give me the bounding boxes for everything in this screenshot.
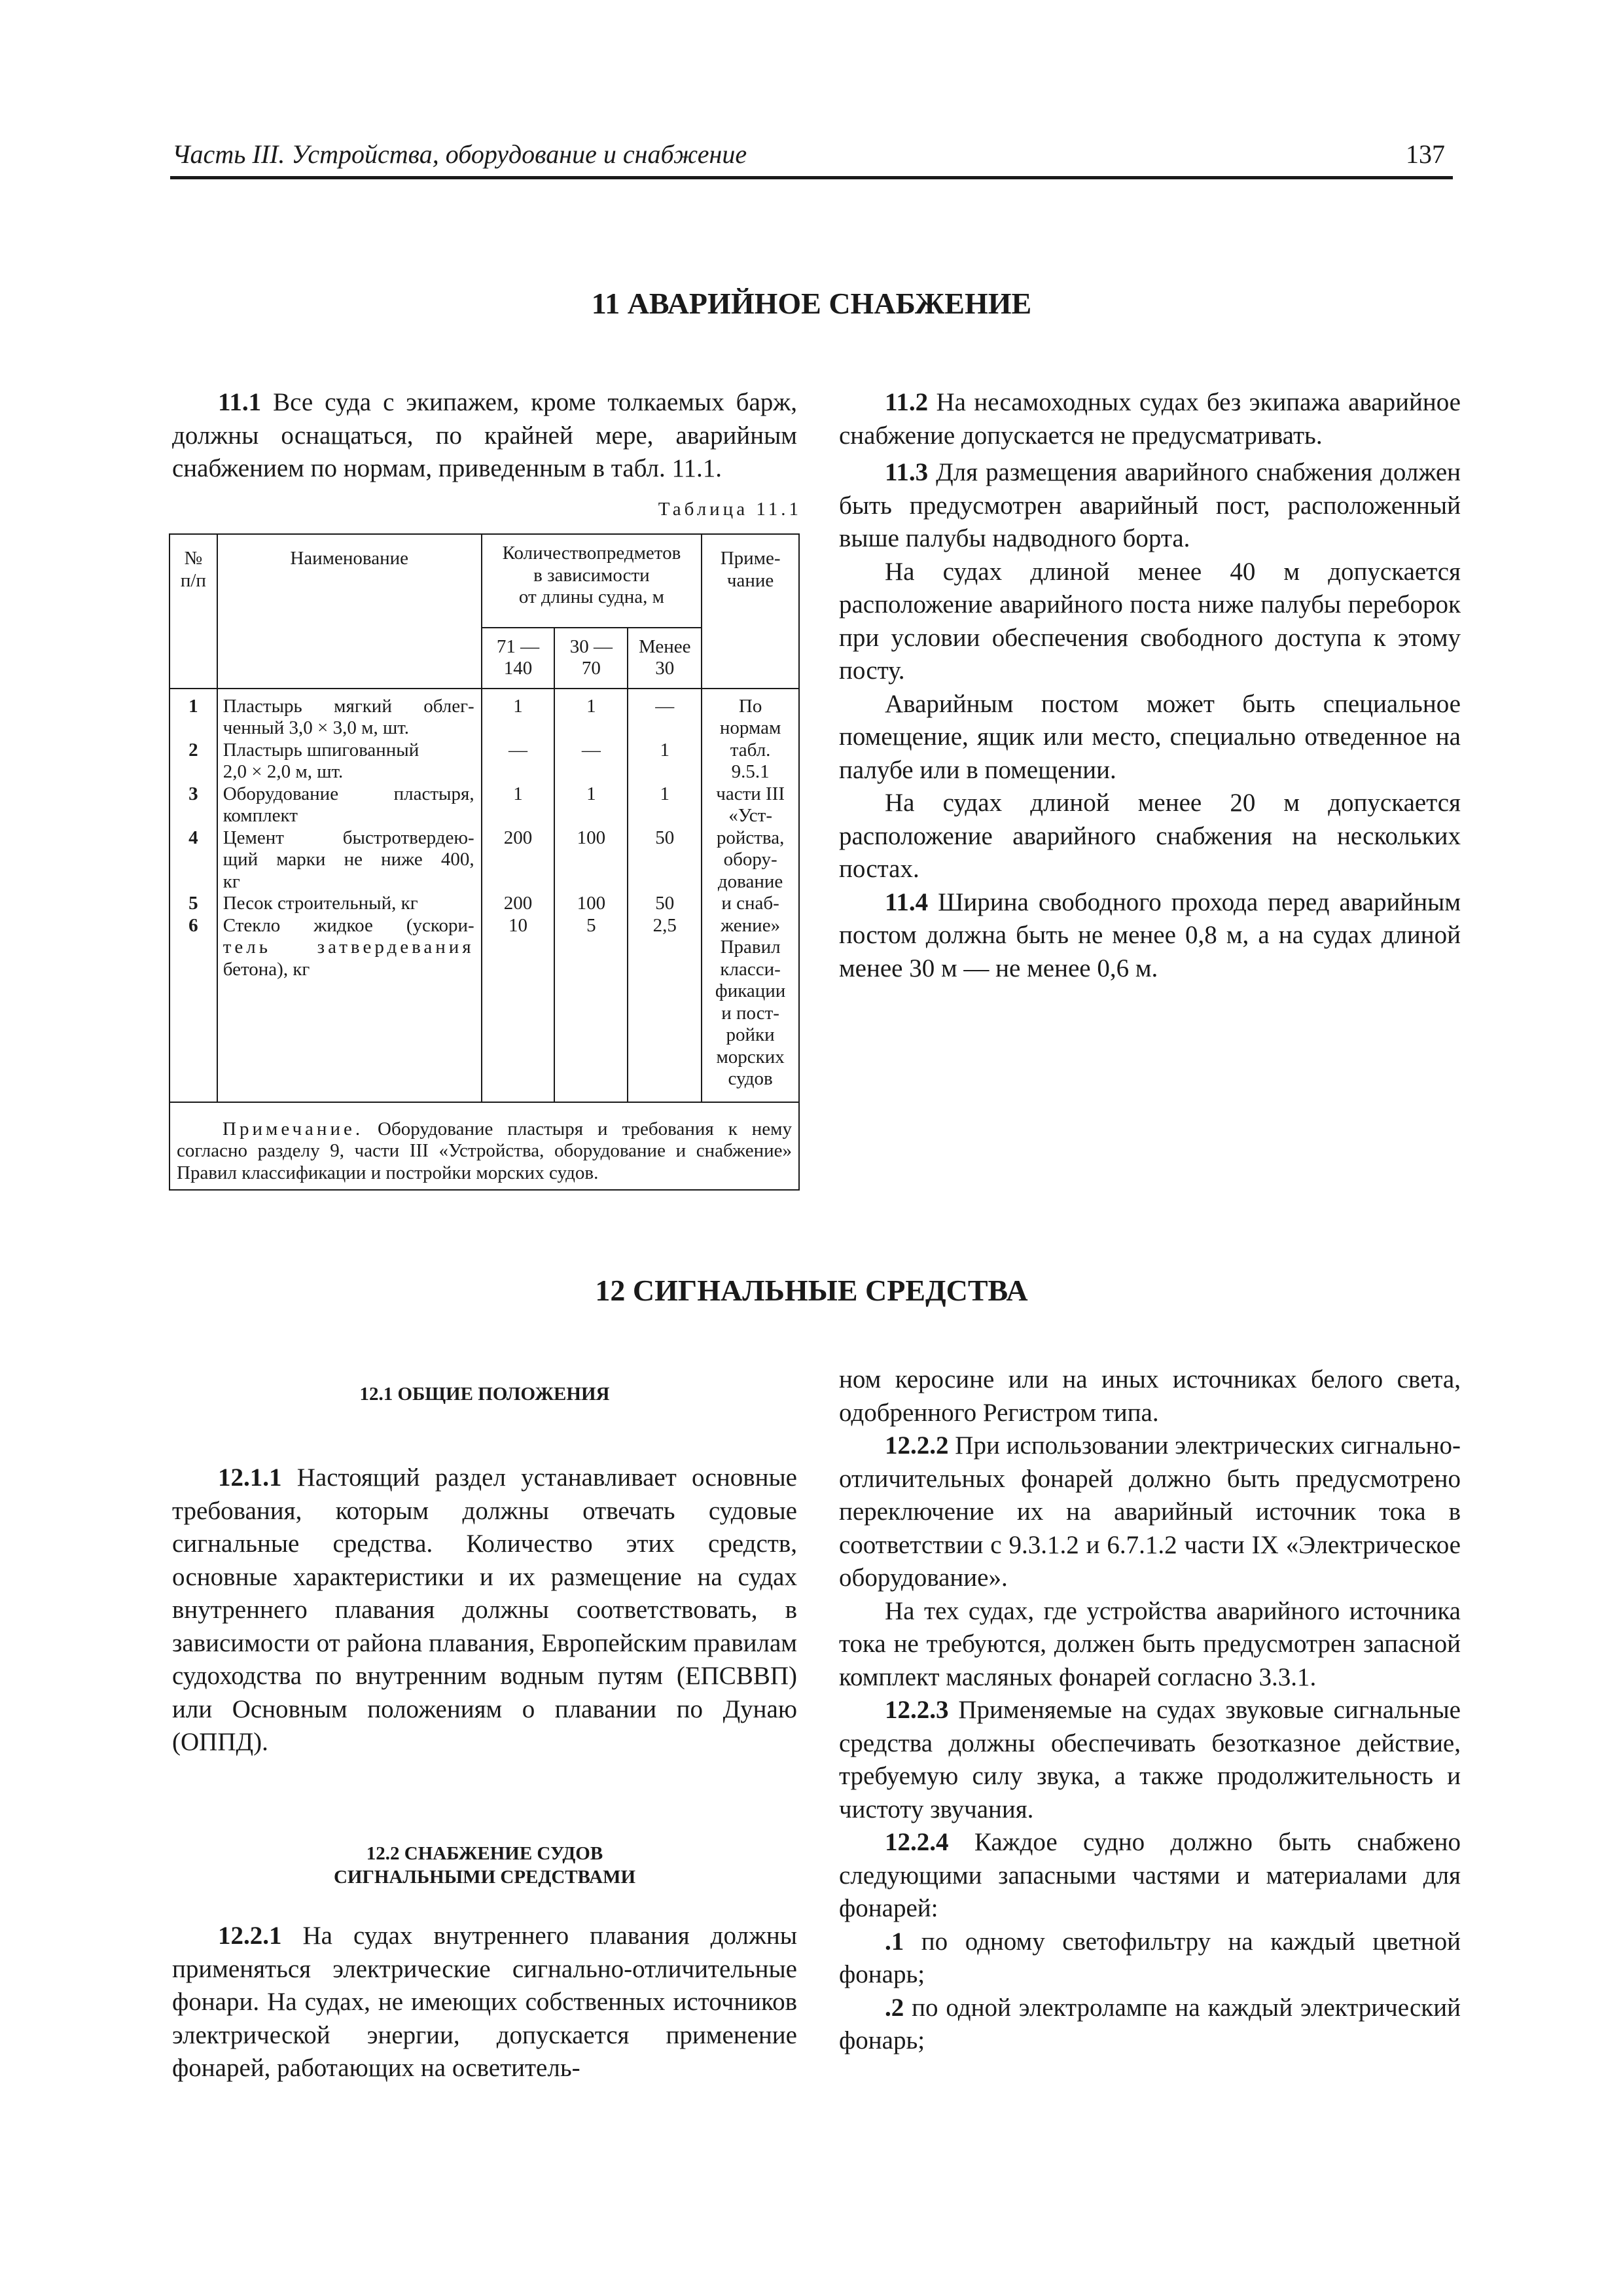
section-12-right-column [839,1363,1461,2058]
paragraph-text: Настоящий раздел устанавливает основные требования, которым должны отвечать судовые сигнальные средства. Количество этих средств, основные характеристики и их размещение на судах внутреннего плавания должны соответствовать, в зависимости от района плавания, Европейским правилам судоходства по внутренним водным путям (ЕПСВВП) или Основным положениям о плавании по Дунаю (ОППД). [172,1463,797,1756]
paragraph-11-3-b: На судах длиной менее 40 м допускается расположение аварийного поста ниже палубы переборок при условии обеспечения свободного доступа к этому посту. [839,557,1461,685]
paragraph-11-3-d: На судах длиной менее 20 м допускается расположение аварийного снабжения на нескольких постах. [839,789,1461,883]
column-less-30: — 1 1 50 50 2,5 [628,689,702,1102]
header-cell-note: Приме- чание [702,534,799,689]
list-item-1 [839,1926,1461,1992]
running-header-title: Часть III. Устройства, оборудование и снабжение [172,139,747,169]
item-text: по одной электролампе на каждый электрический фонарь; [839,1993,1461,2054]
section-12-title: 12 СИГНАЛЬНЫЕ СРЕДСТВА [595,1274,1028,1307]
subsection-12-1-title: 12.1 ОБЩИЕ ПОЛОЖЕНИЯ [359,1384,610,1405]
header-cell-num: № п/п [169,534,217,689]
table-footnote [169,1102,799,1191]
paragraph-text: Применяемые на судах звуковые сигнальные средства должны обеспечивать безотказное действие, требуемую силу звука, а также продолжительность и чистоту звучания. [839,1696,1461,1823]
section-12-left-column-2 [172,1920,797,2085]
list-item-2 [839,1992,1461,2058]
paragraph-11-4 [839,886,1461,986]
page-number: 137 [1406,139,1445,169]
clause-number: 12.2.1 [218,1922,282,1950]
section-12-left-column [172,1462,797,1759]
paragraph-12-2-4 [839,1826,1461,1926]
paragraph-text: На несамоходных судах без экипажа аварийное снабжение допускается не предусматривать. [839,388,1461,450]
header-cell-quantity: Количествопредметов в зависимости от длины судна, м [482,534,702,628]
clause-number: 11.2 [885,388,929,416]
header-cell-30-70: 30 — 70 [554,628,628,689]
clause-number: 12.2.4 [885,1828,949,1856]
paragraph-text: Каждое судно должно быть снабжено следующими запасными частями и материалами для фонарей: [839,1828,1461,1922]
paragraph-text: На судах внутреннего плавания должны применяться электрические сигнально-отличительные фонари. На судах, не имеющих собственных источников электрической энергии, допускается применение фонарей, работающих на осветитель- [172,1922,797,2082]
footnote-label: Примечание. [223,1118,364,1139]
header-cell-name: Наименование [217,534,482,689]
paragraph-12-2-2 [839,1429,1461,1595]
paragraph-12-2-1-continued: ном керосине или на иных источниках белого света, одобренного Регистром типа. [839,1365,1461,1427]
column-71-140: 1 — 1 200 200 10 [482,689,555,1102]
item-number: .1 [885,1927,904,1956]
row-5-name: Песок строительный, кг [223,893,418,914]
paragraph-text: Все суда с экипажем, кроме толкаемых барж, должны оснащаться, по крайней мере, аварийным снабжением по нормам, приведенным в табл. 11.1. [172,388,797,482]
paragraph-11-2 [839,386,1461,452]
row-4-name: Цемент быстротвердею- [223,827,474,848]
footnote-text: Оборудование пластыря и требования к нему согласно разделу 9, части III «Устройства, оборудование и снабжение» Правил классификации и постройки морских судов. [177,1118,792,1183]
item-number: .2 [885,1993,904,2022]
clause-number: 11.1 [218,388,262,416]
section-11-right-column [839,386,1461,985]
row-names-column: Пластырь мягкий облег- ченный 3,0 × 3,0 м, шт. Пластырь шпигованный 2,0 × 2,0 м, шт. Оборудование пластыря, комплект Цемент быстротвердею- щий марки не ниже 400, кг Песок строительный, кг Стекло жидкое (ускори- тель затвердевания бетона), кг [217,689,482,1102]
row-6-name: Стекло жидкое (ускори- [223,914,474,936]
row-1-name: Пластырь мягкий облег- [223,695,474,717]
table-caption: Таблица 11.1 [658,499,802,520]
subsection-12-2-title: 12.2 СНАБЖЕНИЕ СУДОВ СИГНАЛЬНЫМИ СРЕДСТВАМИ [333,1843,636,1888]
row-numbers-column: 1 2 3 4 5 6 [169,689,217,1102]
clause-number: 11.3 [885,458,929,486]
table-11-1 [169,533,800,1191]
clause-number: 12.2.2 [885,1431,949,1460]
header-rule [170,176,1453,179]
clause-number: 11.4 [885,888,929,916]
column-note: По нормам табл. 9.5.1 части III «Уст- ройства, обору- дование и снаб- жение» Правил класси- фикации и пост- ройки морских судов [702,689,799,1102]
paragraph-12-1-1 [172,1462,797,1759]
header-cell-71-140: 71 — 140 [482,628,555,689]
clause-number: 12.1.1 [218,1463,282,1492]
section-11-left-column [172,386,797,486]
section-11-title: 11 АВАРИЙНОЕ СНАБЖЕНИЕ [591,287,1032,320]
paragraph-text: При использовании электрических сигнально-отличительных фонарей должно быть предусмотрено переключение их на аварийный источник тока в соответствии с 9.3.1.2 и 6.7.1.2 части IX «Электрическое оборудование». [839,1431,1461,1592]
paragraph-12-2-3 [839,1694,1461,1826]
paragraph-text: Ширина свободного прохода перед аварийным постом должна быть не менее 0,8 м, а на судах длиной менее 30 м — не менее 0,6 м. [839,888,1461,982]
clause-number: 12.2.3 [885,1696,949,1724]
paragraph-text: Для размещения аварийного снабжения должен быть предусмотрен аварийный пост, расположенный выше палубы надводного борта. [839,458,1461,552]
paragraph-12-2-2-b: На тех судах, где устройства аварийного источника тока не требуются, должен быть предусмотрен запасной комплект масляных фонарей согласно 3.3.1. [839,1596,1461,1691]
paragraph-11-1 [172,386,797,486]
header-cell-less-30: Менее 30 [628,628,702,689]
paragraph-11-3 [839,456,1461,556]
row-2-name: Пластырь шпигованный [223,739,419,761]
column-30-70: 1 — 1 100 100 5 [554,689,628,1102]
paragraph-11-3-c: Аварийным постом может быть специальное помещение, ящик или место, специально отведенное на палубе или в помещении. [839,689,1461,784]
row-3-name: Оборудование пластыря, [223,783,474,804]
item-text: по одному светофильтру на каждый цветной фонарь; [839,1927,1461,1988]
paragraph-12-2-1 [172,1920,797,2085]
